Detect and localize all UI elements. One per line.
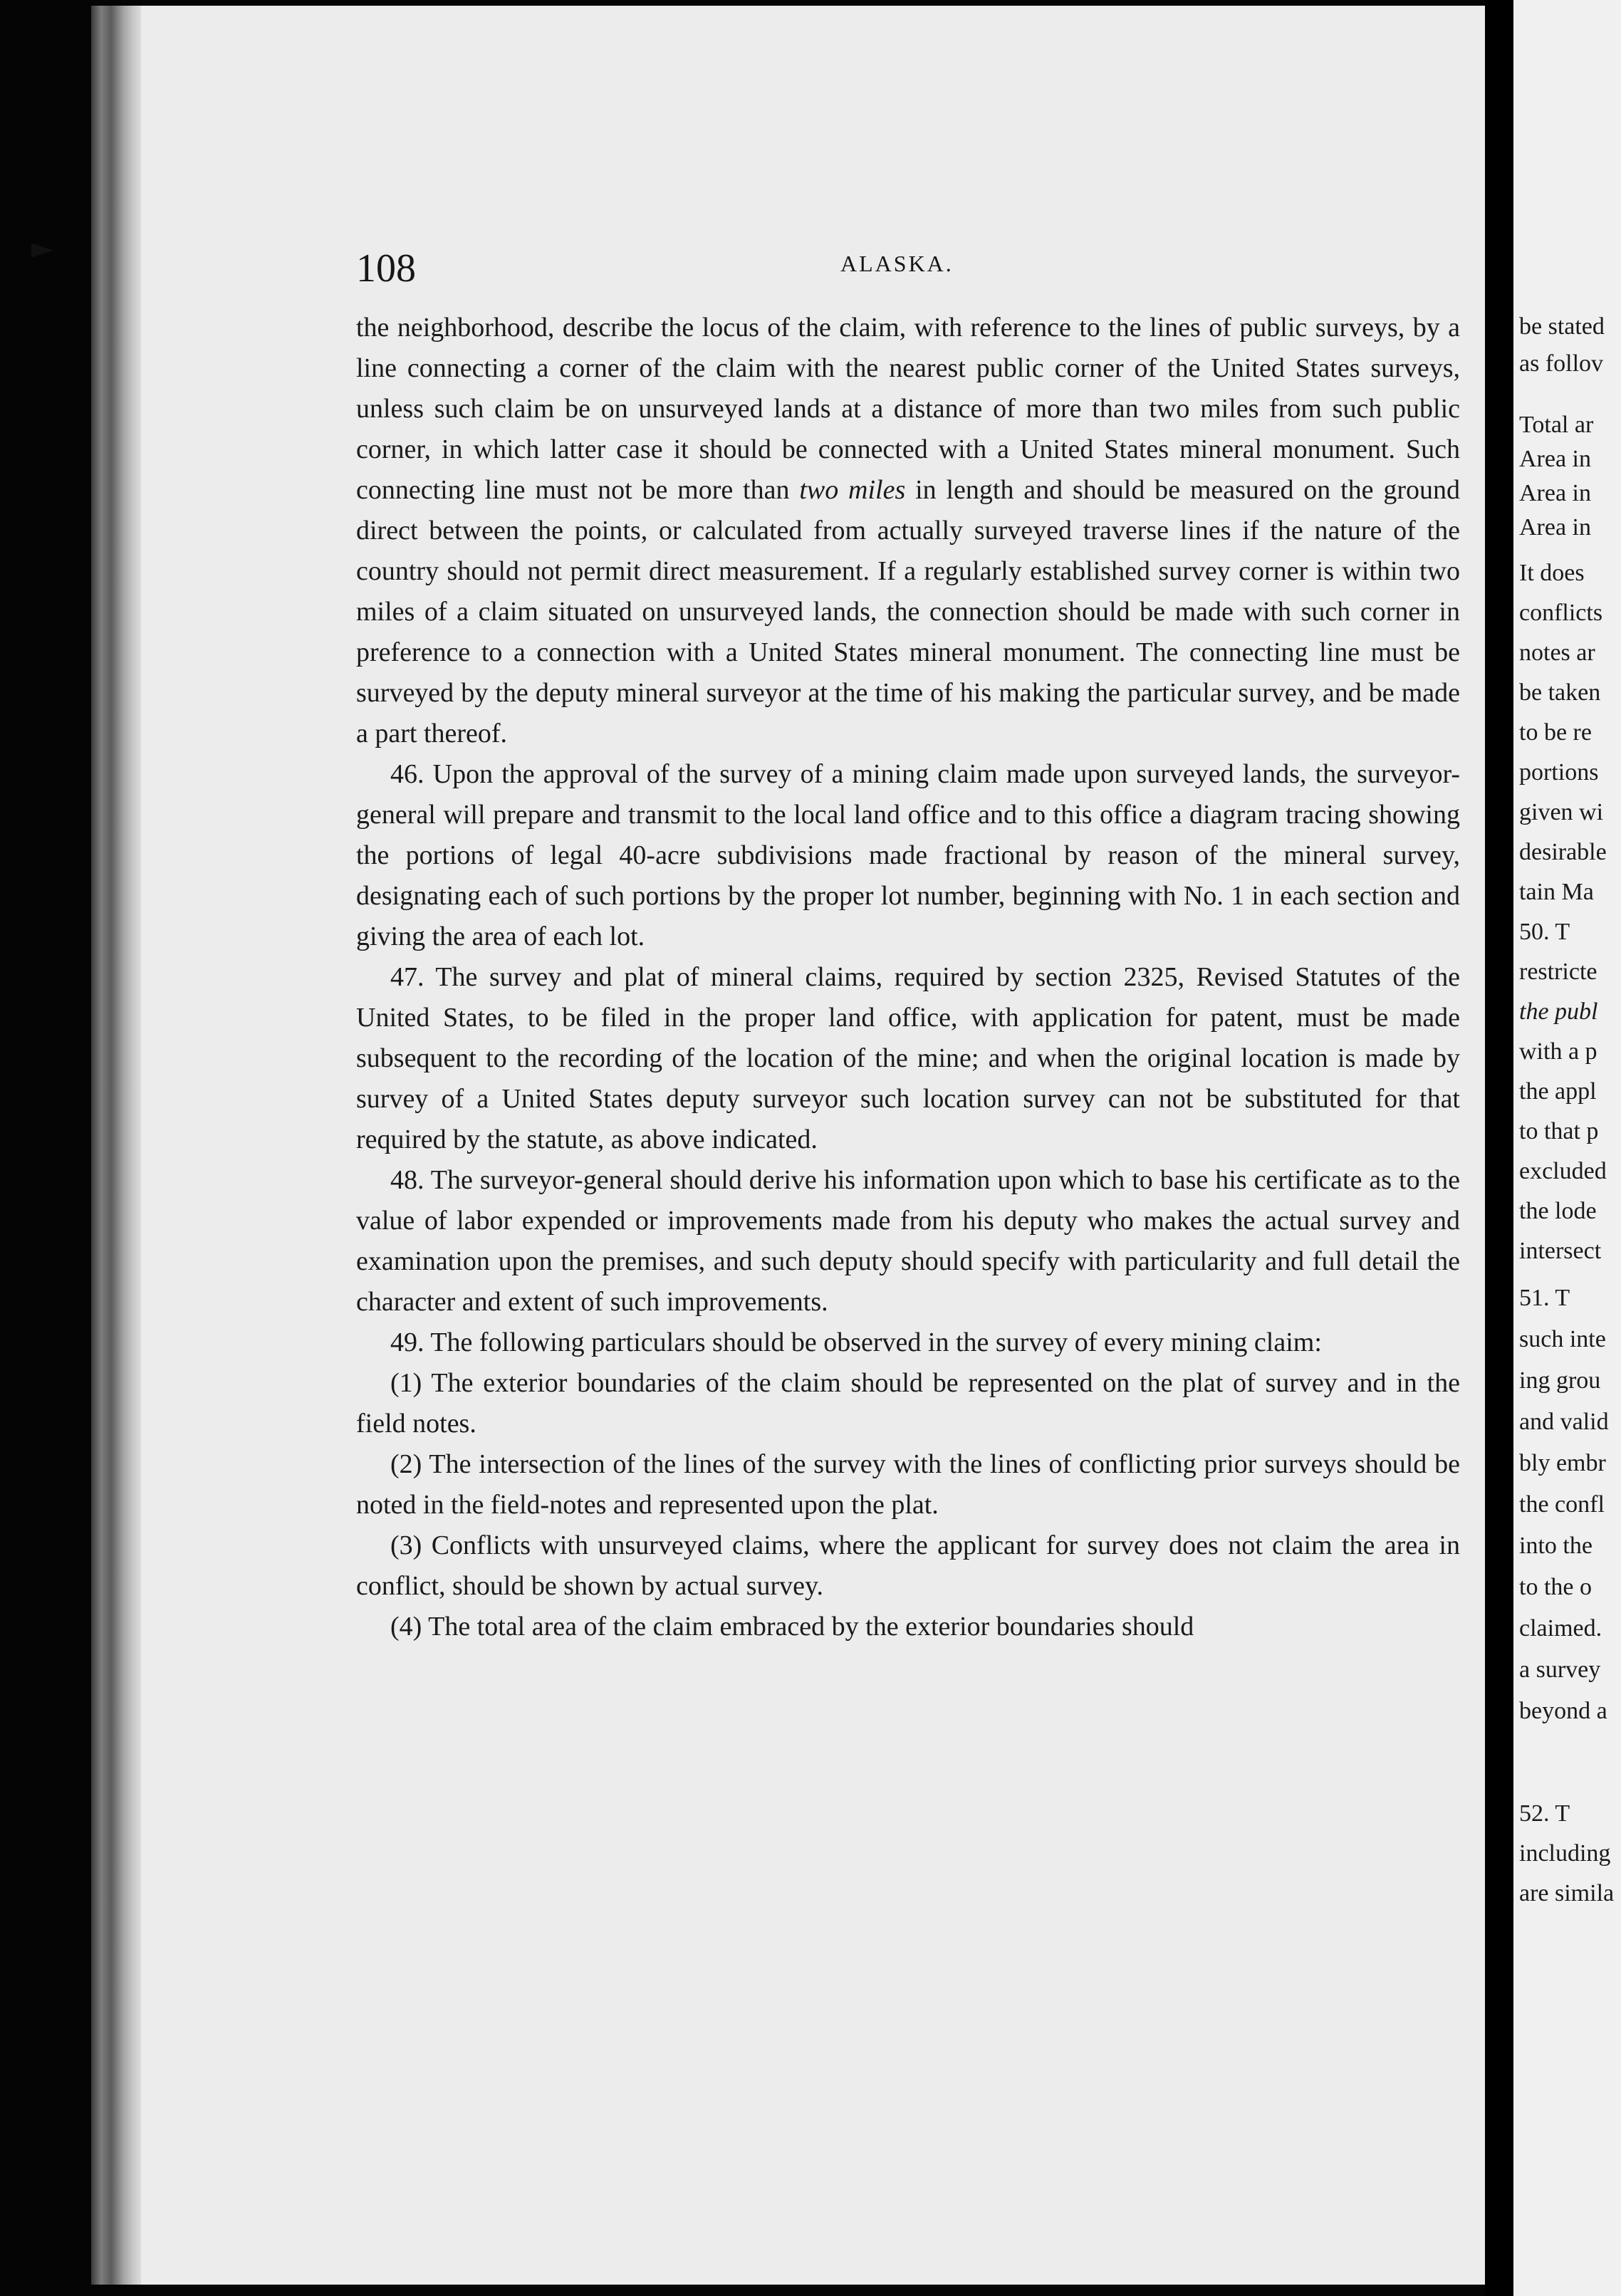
facing-line: including	[1519, 1840, 1611, 1867]
main-text-block	[356, 308, 1460, 1647]
paragraph-continuation	[356, 308, 1460, 754]
facing-line: such inte	[1519, 1326, 1606, 1352]
facing-line: It does	[1519, 560, 1585, 586]
paragraph-49-item-2: (2) The intersection of the lines of the survey with the lines of conflicting prior surveys should be noted in the field-notes and represented upon the plat.	[356, 1449, 1460, 1520]
facing-line: bly embr	[1519, 1450, 1606, 1476]
facing-line: tain Ma	[1519, 879, 1594, 905]
facing-line: and valid	[1519, 1409, 1609, 1435]
facing-line: Area in	[1519, 480, 1592, 506]
paragraph-49-item-4: (4) The total area of the claim embraced by the exterior boundaries should	[390, 1612, 1194, 1642]
italic-emphasis: two miles	[799, 475, 906, 505]
facing-line: a survey	[1519, 1656, 1601, 1683]
facing-line: with a p	[1519, 1038, 1597, 1065]
facing-line: excluded	[1519, 1158, 1607, 1184]
paragraph-49-item-3: (3) Conflicts with unsurveyed claims, where the applicant for survey does not claim the area in conflict, should be shown by actual survey.	[356, 1530, 1460, 1601]
page-number: 108	[356, 246, 416, 291]
facing-line: the publ	[1519, 998, 1598, 1025]
facing-line: be stated	[1519, 313, 1605, 340]
facing-line: to the o	[1519, 1574, 1592, 1600]
facing-line: 51. T	[1519, 1285, 1570, 1311]
facing-line: beyond a	[1519, 1698, 1607, 1724]
facing-line: as follov	[1519, 350, 1604, 377]
facing-line: Area in	[1519, 514, 1592, 541]
facing-line: Area in	[1519, 446, 1592, 472]
facing-line: to be re	[1519, 719, 1592, 746]
facing-line: 50. T	[1519, 919, 1570, 945]
running-head	[342, 242, 1460, 299]
facing-line: 52. T	[1519, 1800, 1570, 1827]
facing-line: ing grou	[1519, 1367, 1601, 1394]
facing-line: given wi	[1519, 799, 1604, 825]
paragraph-46: 46. Upon the approval of the survey of a mining claim made upon surveyed lands, the surveyor-general will prepare and transmit to the local land office and to this office a diagram tracing showing the portions of legal 40-acre subdivisions made fractional by reason of the mineral survey, designating each of such portions by the proper lot number, beginning with No. 1 in each section and giving the area of each lot.	[356, 759, 1460, 951]
facing-line: are simila	[1519, 1880, 1615, 1906]
facing-line: the lode	[1519, 1198, 1597, 1224]
facing-line: desirable	[1519, 839, 1607, 865]
running-title: ALASKA.	[840, 251, 954, 276]
paragraph-49-item-1: (1) The exterior boundaries of the claim should be represented on the plat of survey and in the field notes.	[356, 1368, 1460, 1439]
facing-line: be taken	[1519, 679, 1601, 706]
paragraph-49: 49. The following particulars should be observed in the survey of every mining claim:	[390, 1327, 1322, 1357]
facing-line: the confl	[1519, 1491, 1605, 1518]
facing-line: the appl	[1519, 1078, 1597, 1105]
paragraph-text: the neighborhood, describe the locus of the claim, with reference to the lines of public surveys, by a line connecting a corner of the claim with the nearest public corner of the United States surveys, unless such claim be on unsurveyed lands at a distance of more than two miles from such public corner, in which latter case it should be connected with a United States mineral monument. Such connecting line must not be more than	[356, 313, 1460, 505]
facing-line: claimed.	[1519, 1615, 1602, 1642]
facing-line: conflicts	[1519, 600, 1603, 626]
book-spine-divider	[1485, 0, 1513, 2296]
scan-edge-arrow: ►	[31, 232, 53, 265]
facing-line: notes ar	[1519, 640, 1595, 666]
facing-line: intersect	[1519, 1238, 1602, 1264]
page-gutter-shadow	[91, 6, 141, 2285]
facing-line: into the	[1519, 1533, 1593, 1559]
facing-line: portions	[1519, 759, 1599, 786]
paragraph-48: 48. The surveyor-general should derive his information upon which to base his certificate as to the value of labor expended or improvements made from his deputy who makes the actual survey and examination upon the premises, and such deputy should specify with particularity and full detail the character and extent of such improvements.	[356, 1165, 1460, 1317]
paragraph-47: 47. The survey and plat of mineral claims, required by section 2325, Revised Statutes of the United States, to be filed in the proper land office, with application for patent, must be made subsequent to the recording of the location of the mine; and when the original location is made by survey of a United States deputy surveyor such location survey can not be substituted for that required by the statute, as above indicated.	[356, 962, 1460, 1154]
facing-line: Total ar	[1519, 412, 1594, 438]
facing-line: to that p	[1519, 1118, 1599, 1144]
facing-page-cropped	[1513, 0, 1621, 2296]
paragraph-text: in length and should be measured on the ground direct between the points, or calculated from actually surveyed traverse lines if the nature of the country should not permit direct measurement. If a regularly established survey corner is within two miles of a claim situated on unsurveyed lands, the connection should be made with such corner in preference to a connection with a United States mineral monument. The connecting line must be surveyed by the deputy mineral surveyor at the time of his making the particular survey, and be made a part thereof.	[356, 475, 1460, 748]
facing-line: restricte	[1519, 959, 1597, 985]
